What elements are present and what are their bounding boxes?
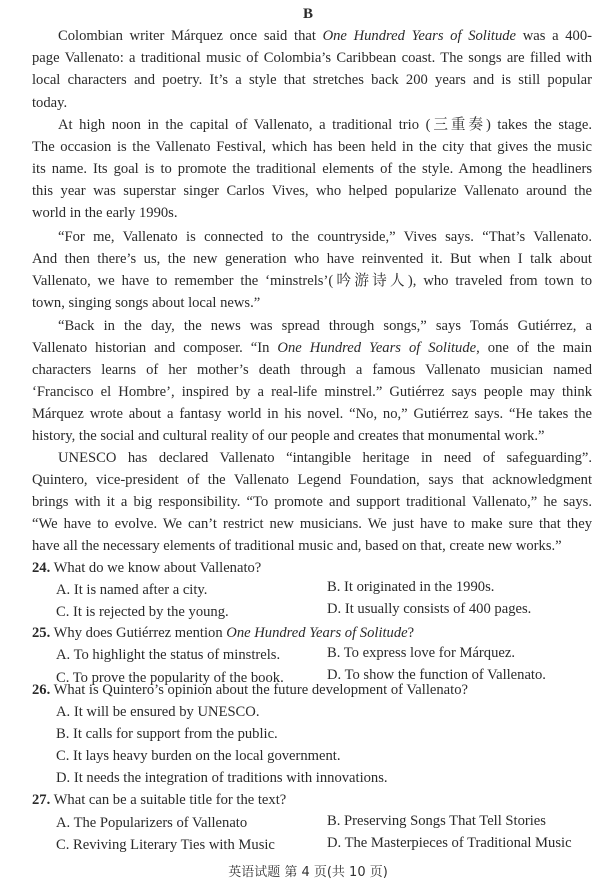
paragraph-line: Márquez wrote about a fantasy world in his novel. “No, no,” Gutiérrez says. “He takes the bbox=[32, 406, 592, 422]
paragraph-line: “We have to evolve. We can’t restrict new musicians. We just have to make sure that they bbox=[32, 516, 592, 532]
paragraph-line: At high noon in the capital of Vallenato, a traditional trio (三重奏) takes the stage. bbox=[58, 117, 592, 133]
question-stem: 27. What can be a suitable title for the text? bbox=[32, 792, 287, 808]
option-a[interactable]: A. To highlight the status of minstrels. bbox=[56, 647, 281, 663]
paragraph-line: Vallenato, we have to remember the ‘minstrels’(吟游诗人), who traveled from town to bbox=[32, 273, 592, 289]
option-c[interactable]: C. It lays heavy burden on the local government. bbox=[56, 748, 341, 764]
question-number: 27. bbox=[32, 792, 51, 808]
paragraph-line: Quintero, vice-president of the Vallenato Legend Foundation, says that acknowledgment bbox=[32, 472, 592, 488]
question-number: 24. bbox=[32, 560, 51, 576]
option-c[interactable]: C. It is rejected by the young. bbox=[56, 604, 229, 620]
option-b[interactable]: B. Preserving Songs That Tell Stories bbox=[327, 813, 546, 829]
paragraph-line: town, singing songs about local news.” bbox=[32, 295, 261, 311]
paragraph-line: And then there’s us, the new generation who have reinvented it. But when I talk about bbox=[32, 251, 592, 267]
paragraph-line: “Back in the day, the news was spread through songs,” says Tomás Gutiérrez, a bbox=[58, 318, 592, 334]
book-title: One Hundred Years of Solitude bbox=[277, 340, 477, 356]
paragraph-line: have all the necessary elements of traditional music and, based on that, create new works.” bbox=[32, 538, 562, 554]
option-d[interactable]: D. To show the function of Vallenato. bbox=[327, 667, 546, 683]
paragraph-line: local characters and poetry. It’s a style that stretches back 200 years and is still popular bbox=[32, 72, 592, 88]
paragraph-line: brings with it a big responsibility. “To promote and support traditional Vallenato,” he says. bbox=[32, 494, 592, 510]
option-d[interactable]: D. It usually consists of 400 pages. bbox=[327, 601, 532, 617]
question-number: 26. bbox=[32, 682, 51, 698]
option-d[interactable]: D. It needs the integration of traditions with innovations. bbox=[56, 770, 388, 786]
paragraph-line: characters learns of her mother’s death through a famous Vallenato musician named bbox=[32, 362, 592, 378]
section-heading: B bbox=[302, 6, 313, 22]
option-a[interactable]: A. It is named after a city. bbox=[56, 582, 208, 598]
question-stem: 25. Why does Gutiérrez mention One Hundred Years of Solitude? bbox=[32, 625, 415, 641]
paragraph-line: The occasion is the Vallenato Festival, which has been held in the city that gives the music bbox=[32, 139, 592, 155]
question-stem: 24. What do we know about Vallenato? bbox=[32, 560, 262, 576]
option-b[interactable]: B. It calls for support from the public. bbox=[56, 726, 278, 742]
option-c[interactable]: C. To prove the popularity of the book. bbox=[56, 670, 284, 686]
option-d[interactable]: D. The Masterpieces of Traditional Music bbox=[327, 835, 572, 851]
paragraph-line: history, the social and cultural reality of our people and creates that monumental work.” bbox=[32, 428, 545, 444]
paragraph-line: its name. Its goal is to promote the traditional elements of the style. Among the headliners bbox=[32, 161, 592, 177]
paragraph-line: world in the early 1990s. bbox=[32, 205, 178, 221]
paragraph-line: ‘Francisco el Hombre’, inspired by a real-life minstrel.” Gutiérrez says people may think bbox=[32, 384, 592, 400]
option-a[interactable]: A. The Popularizers of Vallenato bbox=[56, 815, 248, 831]
book-title: One Hundred Years of Solitude bbox=[322, 28, 517, 44]
paragraph-line: page Vallenato: a traditional music of Colombia’s Caribbean coast. The songs are filled with bbox=[32, 50, 592, 66]
book-title: One Hundred Years of Solitude bbox=[226, 625, 408, 641]
paragraph-line: today. bbox=[32, 95, 68, 111]
option-b[interactable]: B. To express love for Márquez. bbox=[327, 645, 515, 661]
paragraph-line: Vallenato historian and composer. “In One Hundred Years of Solitude, one of the main bbox=[32, 340, 592, 356]
question-stem: 26. What is Quintero’s opinion about the future development of Vallenato? bbox=[32, 682, 468, 698]
option-b[interactable]: B. It originated in the 1990s. bbox=[327, 579, 495, 595]
option-a[interactable]: A. It will be ensured by UNESCO. bbox=[56, 704, 260, 720]
page-footer: 英语试题 第 4 页(共 10 页) bbox=[228, 865, 388, 880]
paragraph-line: Colombian writer Márquez once said that One Hundred Years of Solitude was a 400- bbox=[58, 28, 593, 44]
question-number: 25. bbox=[32, 625, 51, 641]
option-c[interactable]: C. Reviving Literary Ties with Music bbox=[56, 837, 275, 853]
paragraph-line: this year was superstar singer Carlos Vives, who helped popularize Vallenato around the bbox=[32, 183, 592, 199]
paragraph-line: UNESCO has declared Vallenato “intangible heritage in need of safeguarding”. bbox=[58, 450, 592, 466]
paragraph-line: “For me, Vallenato is connected to the countryside,” Vives says. “That’s Vallenato. bbox=[58, 229, 592, 245]
